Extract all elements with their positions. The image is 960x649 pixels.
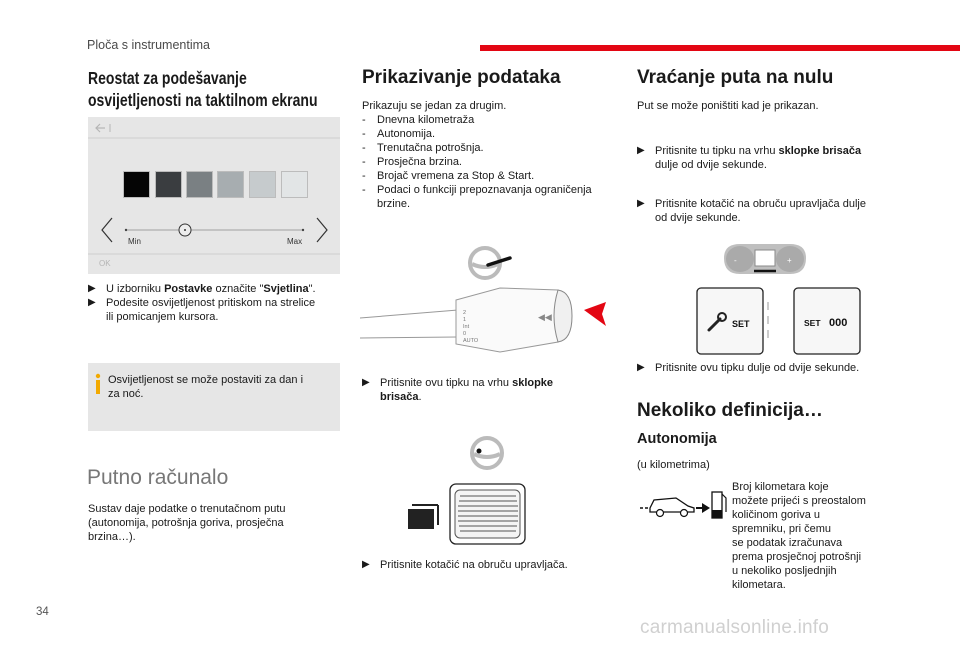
- bullet-marker-icon: ▶: [88, 283, 96, 294]
- list-item-text: Dnevna kilometraža: [377, 114, 475, 126]
- definition-line: prema prosječnoj potrošnji: [732, 551, 862, 563]
- left-arrow-icon: [102, 218, 112, 242]
- brightness-swatch-3: [186, 171, 213, 198]
- wiper-stalk-illustration: [360, 240, 620, 365]
- svg-text:-: -: [734, 256, 737, 265]
- intro-line: brzina…).: [88, 531, 136, 543]
- stalk-label: AUTO: [463, 338, 479, 344]
- instr-line: Pritisnite kotačić na obruču upravljača dulje: [655, 198, 866, 210]
- instruction-bullet: [637, 144, 907, 172]
- brightness-swatch-1: [123, 171, 150, 198]
- note-line: Osvijetljenost se može postaviti za dan i: [108, 374, 304, 386]
- min-label: Min: [128, 237, 141, 246]
- info-icon: [93, 373, 103, 395]
- bullet-marker-icon: ▶: [362, 377, 370, 388]
- section-title-definicije: Nekoliko definicija…: [637, 400, 823, 421]
- instr-bold: sklopke: [512, 377, 554, 389]
- instr-text: .: [418, 391, 422, 403]
- brightness-swatch-2: [155, 171, 182, 198]
- reset-button-illustration: [660, 236, 880, 360]
- instr-line: od dvije sekunde.: [655, 212, 741, 224]
- instr-line: ili pomicanjem kursora.: [106, 311, 219, 323]
- instr-line: dulje od dvije sekunde.: [655, 159, 767, 171]
- back-arrow-icon: [96, 124, 110, 132]
- section-title-putno-racunalo: Putno računalo: [87, 466, 229, 489]
- set-value: 000: [829, 317, 848, 329]
- stalk-label: 1: [463, 317, 467, 323]
- intro-line: (autonomija, potrošnja goriva, prosječna: [88, 517, 284, 529]
- thumbwheel-illustration: [400, 433, 540, 548]
- instruction-bullet: [362, 558, 568, 572]
- running-header: Ploča s instrumentima: [87, 38, 210, 52]
- bullet-marker-icon: ▶: [637, 198, 645, 209]
- pointer-arrow-icon: [584, 302, 606, 326]
- wiper-instruction: [362, 376, 553, 404]
- list-item-text: Prosječna brzina.: [377, 156, 462, 168]
- brightness-instructions: [88, 282, 344, 324]
- stalk-label: 0: [463, 331, 467, 337]
- menu-name-postavke: Postavke: [164, 283, 213, 295]
- instr-bold: sklopke brisača: [778, 145, 862, 157]
- instruction-bullet: [362, 376, 553, 404]
- list-item-text: Trenutačna potrošnja.: [377, 142, 484, 154]
- note-text: [108, 373, 303, 401]
- list-item: - Brojač vremena za Stop & Start.: [362, 170, 535, 182]
- stalk-label: 2: [463, 310, 467, 316]
- instrument-panel-icon: [724, 244, 806, 274]
- unit-note: (u kilometrima): [637, 459, 710, 471]
- list-item-text: brzine.: [377, 198, 411, 210]
- set-button-left: [697, 288, 763, 354]
- header-accent-bar: [480, 45, 960, 51]
- instr-text: Pritisnite kotačić na obruču upravljača.: [380, 559, 568, 571]
- reset-intro: Put se može poništiti kad je prikazan.: [637, 100, 819, 112]
- thumbwheel-instruction: [362, 558, 568, 572]
- bullet-marker-icon: ▶: [88, 297, 96, 308]
- section-title-prikazivanje: Prikazivanje podataka: [362, 67, 561, 88]
- reset-instruction-2: [637, 197, 907, 225]
- instr-text: označite ": [212, 283, 264, 295]
- definition-line: u nekoliko posljednjih: [732, 565, 837, 577]
- brightness-swatch-6: [281, 171, 308, 198]
- definition-line: količinom goriva u: [732, 509, 821, 521]
- touchscreen-illustration: [88, 117, 340, 274]
- list-intro: Prikazuju se jedan za drugim.: [362, 100, 507, 112]
- svg-text:◀◀: ◀◀: [538, 312, 552, 322]
- definition-line: kilometara.: [732, 579, 786, 591]
- list-item: - Autonomija.: [362, 128, 436, 140]
- section-title-line-2: osvijetljenosti na taktilnom ekranu: [88, 90, 318, 110]
- section-title-line-1: Reostat za podešavanje: [88, 68, 247, 88]
- instr-text: U izborniku: [106, 283, 165, 295]
- list-item: - Dnevna kilometraža: [362, 114, 475, 126]
- instr-line: Podesite osvijetljenost pritiskom na strelice: [106, 297, 316, 309]
- page-number: 34: [36, 606, 49, 618]
- reset-instruction-1: [637, 144, 907, 172]
- set-label-right: SET: [804, 318, 821, 328]
- trip-computer-intro: [88, 502, 286, 544]
- max-label: Max: [287, 237, 303, 246]
- definition-line: možete prijeći s preostalom: [732, 495, 866, 507]
- bullet-marker-icon: ▶: [637, 362, 645, 373]
- bullet-marker-icon: ▶: [362, 559, 370, 570]
- info-note: [88, 363, 340, 431]
- note-line: za noć.: [108, 388, 144, 400]
- subsection-title-autonomija: Autonomija: [637, 431, 717, 447]
- option-name-svjetlina: Svjetlina: [263, 283, 309, 295]
- brightness-swatch-5: [249, 171, 276, 198]
- list-item-text: Autonomija.: [377, 128, 436, 140]
- trip-display-icon: [408, 505, 438, 529]
- instruction-bullet: [88, 296, 344, 324]
- data-display-list: [362, 99, 624, 211]
- section-title-reostat: [88, 67, 318, 111]
- svg-text:+: +: [787, 256, 792, 265]
- intro-line: Sustav daje podatke o trenutačnom putu: [88, 503, 286, 515]
- bullet-marker-icon: ▶: [637, 145, 645, 156]
- instruction-bullet: [88, 282, 344, 296]
- set-label-left: SET: [732, 319, 750, 329]
- definition-line: se podatak izračunava: [732, 537, 843, 549]
- list-item-text: Brojač vremena za Stop & Start.: [377, 170, 535, 182]
- watermark: carmanualsonline.info: [640, 617, 830, 638]
- instr-text: Pritisnite ovu tipku na vrhu: [380, 377, 513, 389]
- instruction-bullet: [637, 197, 907, 225]
- reset-instruction-3: [637, 361, 907, 375]
- brightness-slider-cursor: [179, 224, 191, 236]
- definition-line: Broj kilometara koje: [732, 481, 829, 493]
- brightness-swatch-4: [217, 171, 244, 198]
- instr-text: Pritisnite ovu tipku dulje od dvije sekunde.: [655, 362, 860, 374]
- range-car-fuel-icon: [640, 486, 730, 522]
- list-item: - Podaci o funkciji prepoznavanja ograničenja brzine.: [362, 184, 592, 210]
- instr-bold: brisača: [380, 391, 419, 403]
- autonomy-definition: [732, 480, 866, 592]
- ok-label: OK: [99, 259, 111, 268]
- right-arrow-icon: [317, 218, 327, 242]
- instr-text: Pritisnite tu tipku na vrhu: [655, 145, 779, 157]
- steering-wheel-icon: [470, 248, 510, 278]
- instruction-bullet: [637, 361, 907, 375]
- definition-line: spremniku, pri čemu: [732, 523, 832, 535]
- list-item: - Trenutačna potrošnja.: [362, 142, 484, 154]
- stalk-label: Int: [463, 324, 470, 330]
- list-item-text: Podaci o funkciji prepoznavanja ograničenja: [377, 184, 592, 196]
- section-title-vracanje: Vraćanje puta na nulu: [637, 67, 834, 88]
- steering-wheel-icon: [472, 438, 502, 468]
- list-item: - Prosječna brzina.: [362, 156, 462, 168]
- instr-text: ".: [308, 283, 316, 295]
